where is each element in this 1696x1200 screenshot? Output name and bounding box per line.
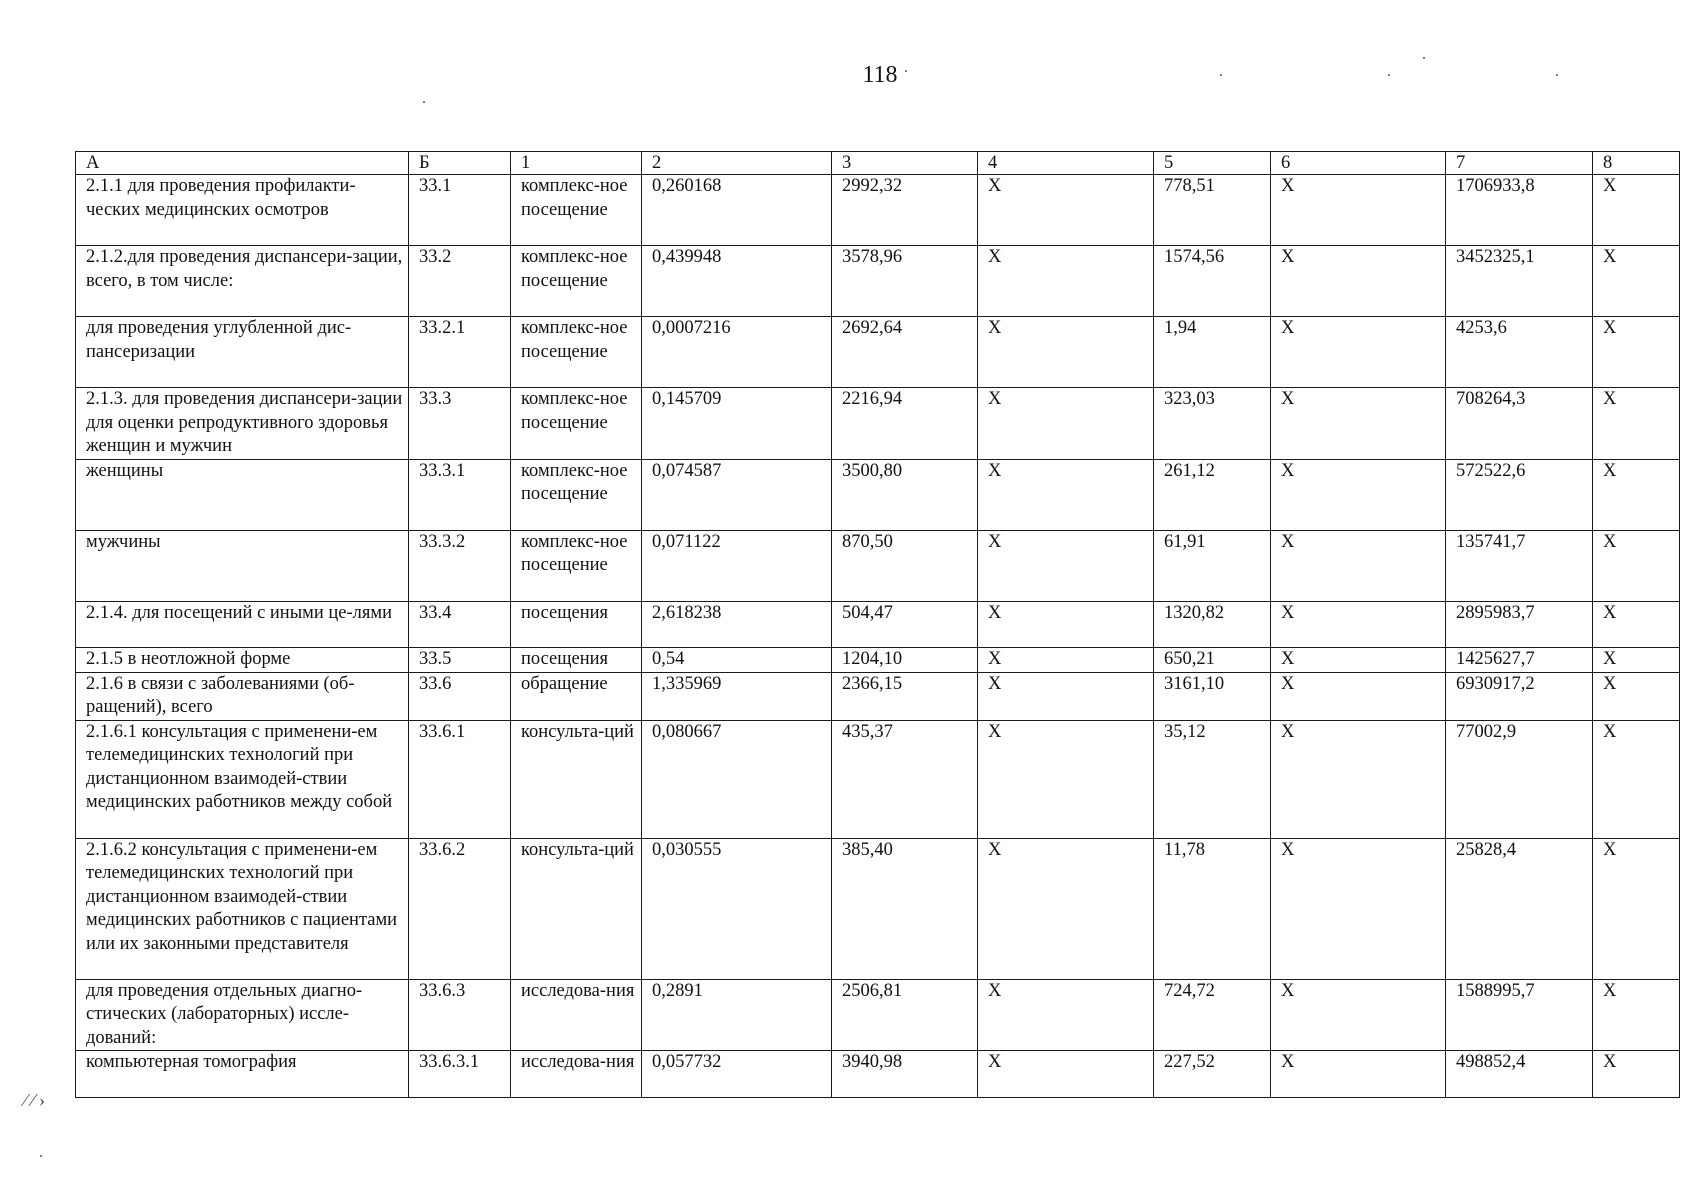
col2-cell: 0,0007216 bbox=[642, 317, 832, 388]
row-name-cell: 2.1.6.2 консультация с применени-ем телемедицинских технологий при дистанционном взаимодей-ствии медицинских работников с пациентами или их законными представителя bbox=[76, 838, 409, 979]
scan-speck bbox=[1556, 74, 1558, 76]
table-row bbox=[76, 838, 1680, 979]
row-code-cell: 33.6.3.1 bbox=[409, 1051, 511, 1098]
col4-cell: X bbox=[978, 672, 1154, 720]
col6-cell: X bbox=[1271, 672, 1446, 720]
table-row bbox=[76, 979, 1680, 1051]
col6-cell: X bbox=[1271, 317, 1446, 388]
row-name-cell: мужчины bbox=[76, 530, 409, 601]
row-unit-cell: исследова-ния bbox=[511, 979, 642, 1051]
row-name-cell: 2.1.1 для проведения профилакти-ческих медицинских осмотров bbox=[76, 175, 409, 246]
col3-cell: 385,40 bbox=[832, 838, 978, 979]
col8-cell: X bbox=[1593, 1051, 1680, 1098]
col4-cell: X bbox=[978, 979, 1154, 1051]
row-unit-cell: консульта-ций bbox=[511, 838, 642, 979]
col6-cell: X bbox=[1271, 175, 1446, 246]
scan-speck bbox=[905, 70, 907, 72]
col7-cell: 3452325,1 bbox=[1446, 246, 1593, 317]
col8-cell: X bbox=[1593, 530, 1680, 601]
col2-cell: 1,335969 bbox=[642, 672, 832, 720]
col6-cell: X bbox=[1271, 1051, 1446, 1098]
header-cell: 5 bbox=[1154, 152, 1271, 175]
header-cell: 2 bbox=[642, 152, 832, 175]
col3-cell: 3578,96 bbox=[832, 246, 978, 317]
col4-cell: X bbox=[978, 388, 1154, 460]
margin-mark: ⁄ ⁄ › bbox=[24, 1090, 46, 1110]
col3-cell: 504,47 bbox=[832, 601, 978, 647]
col7-cell: 1588995,7 bbox=[1446, 979, 1593, 1051]
col6-cell: X bbox=[1271, 979, 1446, 1051]
col5-cell: 227,52 bbox=[1154, 1051, 1271, 1098]
row-code-cell: 33.1 bbox=[409, 175, 511, 246]
col8-cell: X bbox=[1593, 459, 1680, 530]
col6-cell: X bbox=[1271, 388, 1446, 460]
col7-cell: 572522,6 bbox=[1446, 459, 1593, 530]
row-name-cell: 2.1.4. для посещений с иными це-лями bbox=[76, 601, 409, 647]
col5-cell: 1,94 bbox=[1154, 317, 1271, 388]
table-row bbox=[76, 175, 1680, 246]
col2-cell: 0,260168 bbox=[642, 175, 832, 246]
col8-cell: X bbox=[1593, 317, 1680, 388]
col4-cell: X bbox=[978, 246, 1154, 317]
row-name-cell: компьютерная томография bbox=[76, 1051, 409, 1098]
scan-speck bbox=[423, 101, 425, 103]
row-unit-cell: комплекс-ное посещение bbox=[511, 317, 642, 388]
scan-speck bbox=[1220, 74, 1222, 76]
col3-cell: 870,50 bbox=[832, 530, 978, 601]
col7-cell: 2895983,7 bbox=[1446, 601, 1593, 647]
col5-cell: 11,78 bbox=[1154, 838, 1271, 979]
row-code-cell: 33.2.1 bbox=[409, 317, 511, 388]
col3-cell: 2992,32 bbox=[832, 175, 978, 246]
table-row bbox=[76, 720, 1680, 838]
col4-cell: X bbox=[978, 647, 1154, 672]
col8-cell: X bbox=[1593, 601, 1680, 647]
table-row bbox=[76, 459, 1680, 530]
col7-cell: 135741,7 bbox=[1446, 530, 1593, 601]
row-unit-cell: комплекс-ное посещение bbox=[511, 175, 642, 246]
col6-cell: X bbox=[1271, 647, 1446, 672]
col4-cell: X bbox=[978, 530, 1154, 601]
col7-cell: 1706933,8 bbox=[1446, 175, 1593, 246]
col4-cell: X bbox=[978, 459, 1154, 530]
col5-cell: 61,91 bbox=[1154, 530, 1271, 601]
col8-cell: X bbox=[1593, 246, 1680, 317]
row-code-cell: 33.4 bbox=[409, 601, 511, 647]
row-code-cell: 33.2 bbox=[409, 246, 511, 317]
col5-cell: 323,03 bbox=[1154, 388, 1271, 460]
col7-cell: 6930917,2 bbox=[1446, 672, 1593, 720]
row-code-cell: 33.3 bbox=[409, 388, 511, 460]
header-row bbox=[76, 152, 1680, 175]
col6-cell: X bbox=[1271, 459, 1446, 530]
col7-cell: 4253,6 bbox=[1446, 317, 1593, 388]
col8-cell: X bbox=[1593, 979, 1680, 1051]
col2-cell: 0,439948 bbox=[642, 246, 832, 317]
col5-cell: 3161,10 bbox=[1154, 672, 1271, 720]
row-code-cell: 33.3.1 bbox=[409, 459, 511, 530]
col3-cell: 435,37 bbox=[832, 720, 978, 838]
header-cell: 7 bbox=[1446, 152, 1593, 175]
col8-cell: X bbox=[1593, 388, 1680, 460]
col2-cell: 0,030555 bbox=[642, 838, 832, 979]
table-row bbox=[76, 317, 1680, 388]
col7-cell: 498852,4 bbox=[1446, 1051, 1593, 1098]
col3-cell: 3940,98 bbox=[832, 1051, 978, 1098]
page-number: 118 bbox=[862, 62, 898, 88]
scan-speck bbox=[40, 1155, 42, 1157]
row-name-cell: 2.1.3. для проведения диспансери-зации для оценки репродуктивного здоровья женщин и мужчин bbox=[76, 388, 409, 460]
col4-cell: X bbox=[978, 175, 1154, 246]
col2-cell: 0,071122 bbox=[642, 530, 832, 601]
col6-cell: X bbox=[1271, 601, 1446, 647]
row-code-cell: 33.6.2 bbox=[409, 838, 511, 979]
col6-cell: X bbox=[1271, 838, 1446, 979]
table-row bbox=[76, 672, 1680, 720]
header-cell: 3 bbox=[832, 152, 978, 175]
row-unit-cell: комплекс-ное посещение bbox=[511, 459, 642, 530]
col6-cell: X bbox=[1271, 530, 1446, 601]
col7-cell: 1425627,7 bbox=[1446, 647, 1593, 672]
row-unit-cell: консульта-ций bbox=[511, 720, 642, 838]
table-row bbox=[76, 1051, 1680, 1098]
row-unit-cell: комплекс-ное посещение bbox=[511, 388, 642, 460]
col2-cell: 0,074587 bbox=[642, 459, 832, 530]
col4-cell: X bbox=[978, 1051, 1154, 1098]
scan-speck bbox=[1388, 74, 1390, 76]
col3-cell: 2692,64 bbox=[832, 317, 978, 388]
col3-cell: 2506,81 bbox=[832, 979, 978, 1051]
col5-cell: 650,21 bbox=[1154, 647, 1271, 672]
header-cell: А bbox=[76, 152, 409, 175]
data-table bbox=[75, 151, 1680, 1098]
row-name-cell: женщины bbox=[76, 459, 409, 530]
header-cell: 6 bbox=[1271, 152, 1446, 175]
col2-cell: 0,057732 bbox=[642, 1051, 832, 1098]
row-name-cell: 2.1.2.для проведения диспансери-зации, всего, в том числе: bbox=[76, 246, 409, 317]
col5-cell: 35,12 bbox=[1154, 720, 1271, 838]
header-cell: 4 bbox=[978, 152, 1154, 175]
col7-cell: 25828,4 bbox=[1446, 838, 1593, 979]
row-code-cell: 33.6 bbox=[409, 672, 511, 720]
header-cell: 8 bbox=[1593, 152, 1680, 175]
table-row bbox=[76, 246, 1680, 317]
row-code-cell: 33.6.1 bbox=[409, 720, 511, 838]
row-name-cell: 2.1.5 в неотложной форме bbox=[76, 647, 409, 672]
col5-cell: 724,72 bbox=[1154, 979, 1271, 1051]
row-name-cell: для проведения отдельных диагно-стических (лабораторных) иссле-дований: bbox=[76, 979, 409, 1051]
row-code-cell: 33.5 bbox=[409, 647, 511, 672]
col8-cell: X bbox=[1593, 647, 1680, 672]
col8-cell: X bbox=[1593, 838, 1680, 979]
header-cell: 1 bbox=[511, 152, 642, 175]
row-unit-cell: посещения bbox=[511, 647, 642, 672]
col8-cell: X bbox=[1593, 672, 1680, 720]
table-row bbox=[76, 388, 1680, 460]
table-row bbox=[76, 647, 1680, 672]
col2-cell: 2,618238 bbox=[642, 601, 832, 647]
col2-cell: 0,54 bbox=[642, 647, 832, 672]
col2-cell: 0,2891 bbox=[642, 979, 832, 1051]
col6-cell: X bbox=[1271, 720, 1446, 838]
scan-speck bbox=[1423, 57, 1425, 59]
col5-cell: 1574,56 bbox=[1154, 246, 1271, 317]
col5-cell: 261,12 bbox=[1154, 459, 1271, 530]
row-unit-cell: посещения bbox=[511, 601, 642, 647]
row-code-cell: 33.3.2 bbox=[409, 530, 511, 601]
col5-cell: 1320,82 bbox=[1154, 601, 1271, 647]
col7-cell: 77002,9 bbox=[1446, 720, 1593, 838]
col4-cell: X bbox=[978, 720, 1154, 838]
row-code-cell: 33.6.3 bbox=[409, 979, 511, 1051]
row-name-cell: 2.1.6.1 консультация с применени-ем телемедицинских технологий при дистанционном взаимодей-ствии медицинских работников между собой bbox=[76, 720, 409, 838]
table-row bbox=[76, 530, 1680, 601]
col2-cell: 0,080667 bbox=[642, 720, 832, 838]
col7-cell: 708264,3 bbox=[1446, 388, 1593, 460]
col8-cell: X bbox=[1593, 720, 1680, 838]
col4-cell: X bbox=[978, 601, 1154, 647]
col6-cell: X bbox=[1271, 246, 1446, 317]
col5-cell: 778,51 bbox=[1154, 175, 1271, 246]
row-unit-cell: обращение bbox=[511, 672, 642, 720]
row-unit-cell: исследова-ния bbox=[511, 1051, 642, 1098]
col4-cell: X bbox=[978, 317, 1154, 388]
col4-cell: X bbox=[978, 838, 1154, 979]
col2-cell: 0,145709 bbox=[642, 388, 832, 460]
table-row bbox=[76, 601, 1680, 647]
col3-cell: 1204,10 bbox=[832, 647, 978, 672]
col8-cell: X bbox=[1593, 175, 1680, 246]
col3-cell: 3500,80 bbox=[832, 459, 978, 530]
col3-cell: 2366,15 bbox=[832, 672, 978, 720]
row-name-cell: для проведения углубленной дис-пансеризации bbox=[76, 317, 409, 388]
header-cell: Б bbox=[409, 152, 511, 175]
row-unit-cell: комплекс-ное посещение bbox=[511, 246, 642, 317]
col3-cell: 2216,94 bbox=[832, 388, 978, 460]
row-unit-cell: комплекс-ное посещение bbox=[511, 530, 642, 601]
row-name-cell: 2.1.6 в связи с заболеваниями (об-ращений), всего bbox=[76, 672, 409, 720]
